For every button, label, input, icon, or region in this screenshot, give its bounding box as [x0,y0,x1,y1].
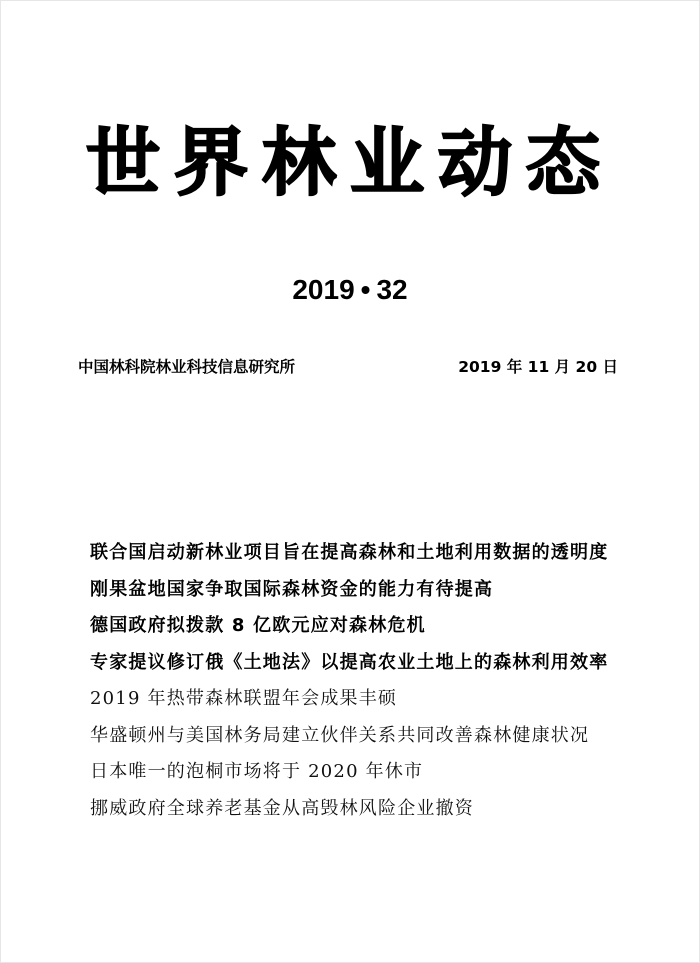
toc-item: 2019 年热带森林联盟年会成果丰硕 [90,688,398,709]
table-of-contents [90,540,650,832]
toc-item: 德国政府拟拨款 8 亿欧元应对森林危机 [90,615,426,636]
journal-title: 世界林业动态 [86,120,614,206]
issue-separator: • [360,274,371,305]
publisher-name: 中国林科院林业科技信息研究所 [78,358,296,376]
issue-num: 32 [376,274,408,305]
toc-item: 日本唯一的泡桐市场将于 2020 年休市 [90,761,424,782]
issue-year: 2019 [292,274,355,305]
toc-item: 华盛顿州与美国林务局建立伙伴关系共同改善森林健康状况 [90,724,590,746]
toc-item: 联合国启动新林业项目旨在提高森林和土地利用数据的透明度 [90,542,609,563]
toc-item: 专家提议修订俄《土地法》以提高农业土地上的森林利用效率 [90,651,609,673]
toc-item: 挪威政府全球养老基金从高毁林风险企业撤资 [90,797,474,819]
publication-date: 2019 年 11 月 20 日 [458,358,618,376]
toc-item: 刚果盆地国家争取国际森林资金的能力有待提高 [90,578,494,600]
issue-number [0,272,700,308]
